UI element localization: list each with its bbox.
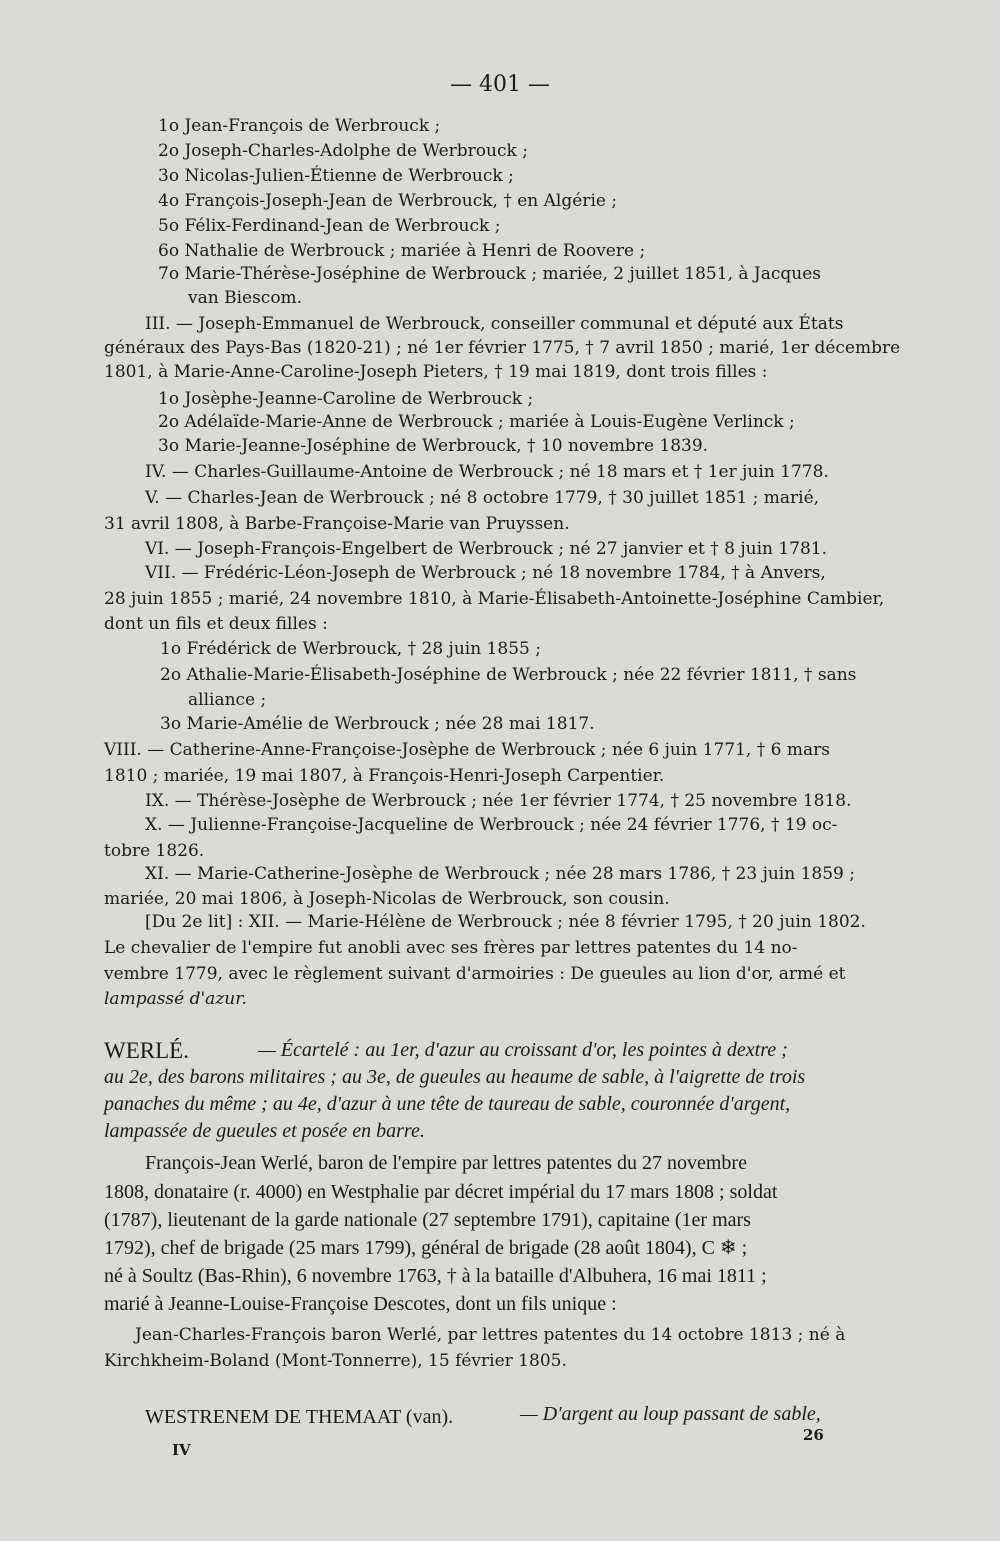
text-line: mariée, 20 mai 1806, à Joseph-Nicolas de Werbrouck, son cousin.	[104, 889, 670, 909]
text-line: III. — Joseph-Emmanuel de Werbrouck, conseiller communal et député aux États	[145, 314, 844, 334]
text-line: lampassée de gueules et posée en barre.	[104, 1120, 425, 1142]
text-line: 5o Félix-Ferdinand-Jean de Werbrouck ;	[158, 216, 501, 236]
text-line: lampassé d'azur.	[104, 989, 247, 1009]
text-line: alliance ;	[188, 690, 267, 710]
text-line: 28 juin 1855 ; marié, 24 novembre 1810, à Marie-Élisabeth-Antoinette-Joséphine Cambier,	[104, 589, 885, 609]
text-line: VI. — Joseph-François-Engelbert de Werbrouck ; né 27 janvier et † 8 juin 1781.	[145, 539, 828, 559]
text-line: 2o Joseph-Charles-Adolphe de Werbrouck ;	[158, 141, 528, 161]
text-line: 1792), chef de brigade (25 mars 1799), général de brigade (28 août 1804), C ❄ ;	[104, 1237, 748, 1259]
westrenem-heading: WESTRENEM DE THEMAAT (van).	[145, 1406, 454, 1428]
text-line: van Biescom.	[188, 288, 303, 308]
text-line: 1808, donataire (r. 4000) en Westphalie par décret impérial du 17 mars 1808 ; soldat	[104, 1181, 778, 1203]
text-line: Le chevalier de l'empire fut anobli avec ses frères par lettres patentes du 14 no-	[104, 938, 798, 958]
text-line: [Du 2e lit] : XII. — Marie-Hélène de Werbrouck ; née 8 février 1795, † 20 juin 1802.	[145, 912, 866, 932]
footer-gathering-number: 26	[803, 1426, 824, 1444]
text-line: 1o Jean-François de Werbrouck ;	[158, 116, 441, 136]
text-line: — D'argent au loup passant de sable,	[520, 1403, 821, 1425]
text-line: François-Jean Werlé, baron de l'empire par lettres patentes du 27 novembre	[145, 1152, 747, 1174]
text-line: V. — Charles-Jean de Werbrouck ; né 8 octobre 1779, † 30 juillet 1851 ; marié,	[145, 488, 820, 508]
text-line: Kirchkheim-Boland (Mont-Tonnerre), 15 février 1805.	[104, 1351, 567, 1371]
text-line: XI. — Marie-Catherine-Josèphe de Werbrouck ; née 28 mars 1786, † 23 juin 1859 ;	[145, 864, 855, 884]
text-line: 1801, à Marie-Anne-Caroline-Joseph Pieters, † 19 mai 1819, dont trois filles :	[104, 362, 768, 382]
text-line: VII. — Frédéric-Léon-Joseph de Werbrouck ; né 18 novembre 1784, † à Anvers,	[145, 563, 826, 583]
text-line: marié à Jeanne-Louise-Françoise Descotes, dont un fils unique :	[104, 1293, 617, 1315]
text-line: 2o Athalie-Marie-Élisabeth-Joséphine de Werbrouck ; née 22 février 1811, † sans	[160, 665, 857, 685]
text-line: IX. — Thérèse-Josèphe de Werbrouck ; née 1er février 1774, † 25 novembre 1818.	[145, 791, 852, 811]
text-line: 1o Frédérick de Werbrouck, † 28 juin 1855 ;	[160, 639, 541, 659]
text-line: 7o Marie-Thérèse-Joséphine de Werbrouck ; mariée, 2 juillet 1851, à Jacques	[158, 264, 821, 284]
text-line: 1o Josèphe-Jeanne-Caroline de Werbrouck ;	[158, 389, 534, 409]
text-line: VIII. — Catherine-Anne-Françoise-Josèphe de Werbrouck ; née 6 juin 1771, † 6 mars	[104, 740, 830, 760]
text-line: — Écartelé : au 1er, d'azur au croissant d'or, les pointes à dextre ;	[258, 1039, 788, 1061]
text-line: né à Soultz (Bas-Rhin), 6 novembre 1763, † à la bataille d'Albuhera, 16 mai 1811 ;	[104, 1265, 767, 1287]
text-line: 6o Nathalie de Werbrouck ; mariée à Henri de Roovere ;	[158, 241, 646, 261]
text-line: 3o Marie-Jeanne-Joséphine de Werbrouck, † 10 novembre 1839.	[158, 436, 709, 456]
text-line: 1810 ; mariée, 19 mai 1807, à François-Henri-Joseph Carpentier.	[104, 766, 665, 786]
text-line: 2o Adélaïde-Marie-Anne de Werbrouck ; mariée à Louis-Eugène Verlinck ;	[158, 412, 795, 432]
text-line: vembre 1779, avec le règlement suivant d'armoiries : De gueules au lion d'or, armé et	[104, 964, 846, 984]
text-line: tobre 1826.	[104, 841, 205, 861]
text-line: dont un fils et deux filles :	[104, 614, 328, 634]
text-line: 31 avril 1808, à Barbe-Françoise-Marie van Pruyssen.	[104, 514, 570, 534]
text-line: au 2e, des barons militaires ; au 3e, de gueules au heaume de sable, à l'aigrette de trois	[104, 1066, 806, 1088]
footer-signature-mark: IV	[172, 1441, 191, 1459]
text-line: 3o Nicolas-Julien-Étienne de Werbrouck ;	[158, 166, 514, 186]
text-line: 4o François-Joseph-Jean de Werbrouck, † en Algérie ;	[158, 191, 618, 211]
text-line: panaches du même ; au 4e, d'azur à une tête de taureau de sable, couronnée d'argent,	[104, 1093, 791, 1115]
werle-heading: WERLÉ.	[104, 1038, 189, 1063]
text-line: IV. — Charles-Guillaume-Antoine de Werbrouck ; né 18 mars et † 1er juin 1778.	[145, 462, 829, 482]
page-number: — 401 —	[450, 72, 550, 97]
text-line: 3o Marie-Amélie de Werbrouck ; née 28 mai 1817.	[160, 714, 595, 734]
text-line: (1787), lieutenant de la garde nationale (27 septembre 1791), capitaine (1er mars	[104, 1209, 751, 1231]
text-line: Jean-Charles-François baron Werlé, par lettres patentes du 14 octobre 1813 ; né à	[135, 1325, 846, 1345]
text-line: généraux des Pays-Bas (1820-21) ; né 1er février 1775, † 7 avril 1850 ; marié, 1er décembre	[104, 338, 901, 358]
text-line: X. — Julienne-Françoise-Jacqueline de Werbrouck ; née 24 février 1776, † 19 oc-	[145, 815, 838, 835]
